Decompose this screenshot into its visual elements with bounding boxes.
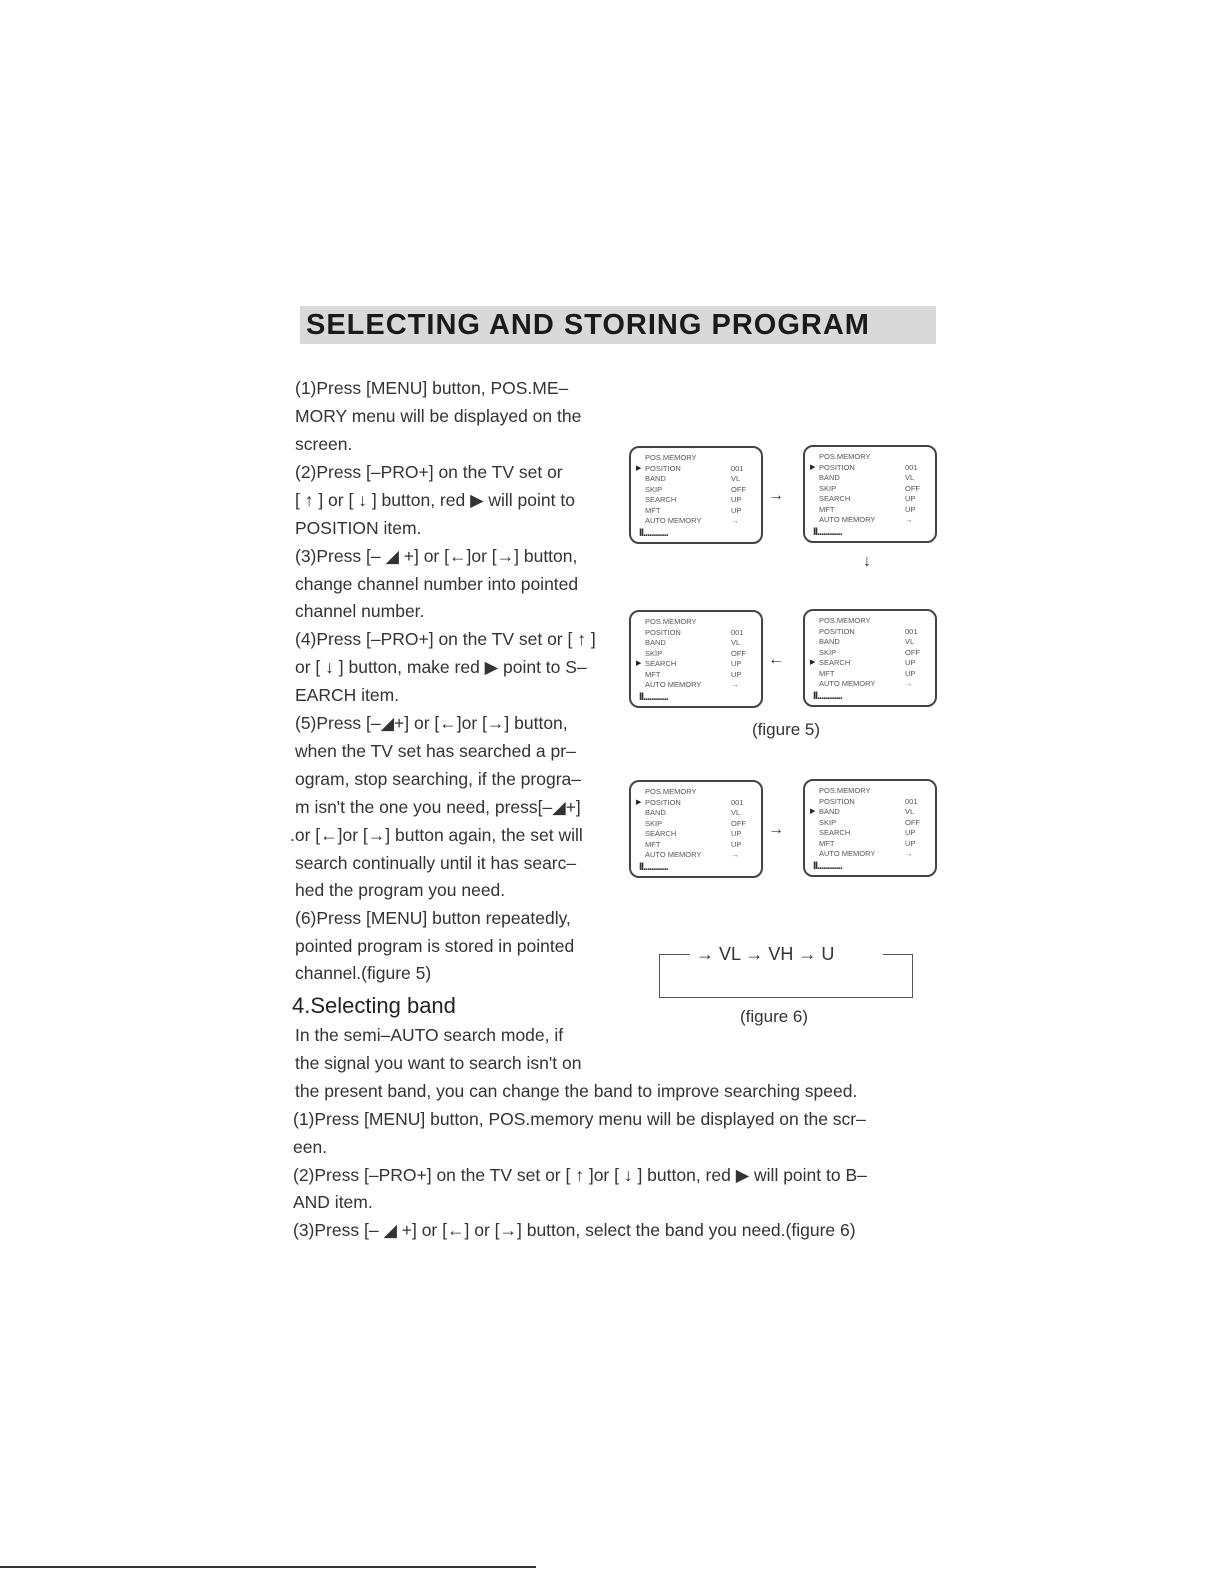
osd-label: SEARCH <box>819 828 851 837</box>
osd-row <box>813 797 929 808</box>
instruction-line: [ ↑ ] or [ ↓ ] button, red ▶ will point to <box>295 490 575 510</box>
osd-value: 001 <box>731 797 744 807</box>
pointer-icon: ▶ <box>636 660 642 667</box>
instruction-line: or [ ↓ ] button, make red ▶ point to S– <box>295 657 587 677</box>
osd-value: VL <box>905 807 915 816</box>
osd-row <box>639 506 755 517</box>
osd-label: SEARCH <box>819 494 851 503</box>
instruction-line: (5)Press [–◢+] or [←]or [→] button, <box>295 713 568 733</box>
instruction-line: when the TV set has searched a pr– <box>295 741 576 761</box>
osd-label: BAND <box>645 808 666 817</box>
osd-row <box>639 840 755 851</box>
osd-row <box>639 670 755 681</box>
osd-label: MFT <box>645 669 661 679</box>
osd-value: UP <box>731 659 742 668</box>
instruction-line: change channel number into pointed <box>295 574 579 594</box>
pointer-icon: ▶ <box>636 798 642 806</box>
osd-label: SEARCH <box>819 658 851 667</box>
instruction-line: m isn't the one you need, press[–◢+] <box>295 797 581 817</box>
osd-label: POSITION <box>645 627 681 637</box>
instruction-line: (4)Press [–PRO+] on the TV set or [ ↑ ] <box>295 629 596 649</box>
osd-menu <box>636 453 755 538</box>
instruction-line: search continually until it has searc– <box>295 853 577 873</box>
osd-label: POSITION <box>819 462 855 472</box>
tv-screen <box>803 445 937 543</box>
instruction-line: een. <box>293 1137 328 1157</box>
osd-menu <box>810 616 929 701</box>
osd-label: BAND <box>819 637 840 646</box>
osd-progress-bar: II............ <box>639 527 668 539</box>
osd-row <box>636 463 755 475</box>
osd-value: OFF <box>905 483 920 493</box>
osd-progress-bar: II............ <box>813 860 842 872</box>
page-title: SELECTING AND STORING PROGRAM <box>300 306 936 344</box>
osd-value: UP <box>905 838 916 848</box>
osd-label: AUTO MEMORY <box>819 849 876 858</box>
figure-caption: (figure 5) <box>752 720 821 739</box>
tv-screen <box>629 780 763 878</box>
arrow-right-icon: → <box>768 487 784 504</box>
instruction-line: (3)Press [– ◢ +] or [←] or [→] button, select the band you need.(figure 6) <box>293 1220 856 1240</box>
band-cycle-line <box>659 954 693 955</box>
osd-menu <box>636 787 755 872</box>
instruction-line: .or [←]or [→] button again, the set will <box>290 825 583 845</box>
osd-label: AUTO MEMORY <box>645 516 702 525</box>
osd-row <box>639 485 755 496</box>
osd-row <box>639 628 755 639</box>
instruction-line: pointed program is stored in pointed <box>295 936 575 956</box>
osd-row <box>813 839 929 850</box>
osd-row <box>813 473 929 484</box>
osd-row <box>810 462 929 474</box>
osd-label: SKIP <box>645 818 663 828</box>
osd-label: MFT <box>645 839 661 849</box>
tv-screen <box>803 609 937 707</box>
instruction-line: (1)Press [MENU] button, POS.memory menu will be displayed on the scr– <box>293 1109 866 1129</box>
osd-value: VL <box>905 473 915 482</box>
osd-label: SKIP <box>819 483 837 493</box>
osd-row <box>639 680 755 691</box>
osd-value: VL <box>731 808 741 817</box>
instruction-line: MORY menu will be displayed on the <box>295 406 582 426</box>
arrow-right-icon: → <box>768 821 784 838</box>
osd-row <box>813 679 929 690</box>
osd-row <box>813 648 929 659</box>
osd-label: SKIP <box>819 817 837 827</box>
figure-caption: (figure 6) <box>740 1007 809 1026</box>
osd-row <box>813 494 929 505</box>
osd-value: → <box>905 679 913 688</box>
osd-label: POSITION <box>645 463 681 473</box>
osd-row <box>639 819 755 830</box>
instruction-line: POSITION item. <box>295 518 422 538</box>
osd-row <box>813 505 929 516</box>
osd-progress-bar: II............ <box>639 691 668 703</box>
osd-label: SEARCH <box>645 495 677 504</box>
osd-value: OFF <box>731 648 746 658</box>
osd-value: 001 <box>731 627 744 637</box>
arrow-down-icon: ↓ <box>863 553 871 570</box>
osd-label: AUTO MEMORY <box>819 679 876 688</box>
osd-row <box>813 637 929 648</box>
instruction-line: the present band, you can change the band to improve searching speed. <box>295 1081 858 1101</box>
footer-rule <box>0 1566 536 1568</box>
osd-value: UP <box>731 839 742 849</box>
osd-label: MFT <box>819 668 835 678</box>
instruction-line: AND item. <box>293 1192 373 1212</box>
osd-progress-bar: II............ <box>813 526 842 538</box>
osd-label: POSITION <box>645 797 681 807</box>
osd-header: POS.MEMORY <box>645 787 697 796</box>
osd-label: MFT <box>645 505 661 515</box>
osd-menu <box>810 786 929 871</box>
osd-progress-bar: II............ <box>813 690 842 702</box>
osd-value: 001 <box>731 463 744 473</box>
osd-row <box>810 807 929 818</box>
osd-value: OFF <box>731 818 746 828</box>
osd-value: UP <box>731 829 742 838</box>
osd-label: MFT <box>819 838 835 848</box>
section-heading: 4.Selecting band <box>292 993 456 1018</box>
instruction-line: (6)Press [MENU] button repeatedly, <box>295 908 571 928</box>
osd-value: UP <box>905 668 916 678</box>
osd-row <box>639 808 755 819</box>
osd-value: VL <box>731 474 741 483</box>
osd-value: → <box>905 849 913 858</box>
osd-progress-bar: II............ <box>639 861 668 873</box>
osd-value: UP <box>905 504 916 514</box>
tv-screen <box>629 610 763 708</box>
instruction-line: hed the program you need. <box>295 880 506 900</box>
osd-value: OFF <box>905 817 920 827</box>
osd-label: SEARCH <box>645 659 677 668</box>
osd-value: VL <box>905 637 915 646</box>
osd-row <box>813 484 929 495</box>
arrow-left-icon: ← <box>768 651 784 668</box>
osd-label: POSITION <box>819 796 855 806</box>
osd-value: UP <box>905 658 916 667</box>
osd-value: OFF <box>905 647 920 657</box>
band-sequence: → VL → VH → U <box>690 944 840 965</box>
pointer-icon: ▶ <box>810 808 816 815</box>
osd-label: SKIP <box>645 484 663 494</box>
osd-label: BAND <box>819 473 840 482</box>
instruction-line: In the semi–AUTO search mode, if <box>295 1025 564 1045</box>
osd-row <box>813 818 929 829</box>
osd-value: OFF <box>731 484 746 494</box>
osd-label: BAND <box>645 638 666 647</box>
osd-label: MFT <box>819 504 835 514</box>
osd-menu <box>810 452 929 537</box>
osd-row <box>639 638 755 649</box>
osd-row <box>636 797 755 809</box>
osd-value: 001 <box>905 626 918 636</box>
instruction-line: the signal you want to search isn't on <box>295 1053 582 1073</box>
band-cycle-line <box>883 954 913 955</box>
osd-value: UP <box>731 669 742 679</box>
instruction-line: ogram, stop searching, if the progra– <box>295 769 581 789</box>
osd-row <box>813 515 929 526</box>
osd-value: VL <box>731 638 741 647</box>
osd-row <box>639 474 755 485</box>
osd-label: AUTO MEMORY <box>645 850 702 859</box>
osd-menu <box>636 617 755 702</box>
tv-screen <box>803 779 937 877</box>
osd-row <box>813 849 929 860</box>
osd-label: BAND <box>819 807 840 816</box>
osd-label: SKIP <box>645 648 663 658</box>
osd-value: UP <box>905 828 916 837</box>
osd-row <box>639 649 755 660</box>
osd-row <box>810 658 929 669</box>
osd-row <box>639 829 755 840</box>
osd-row <box>813 828 929 839</box>
osd-row <box>813 669 929 680</box>
osd-header: POS.MEMORY <box>819 616 871 625</box>
osd-value: → <box>905 515 913 524</box>
osd-header: POS.MEMORY <box>645 453 697 462</box>
osd-label: BAND <box>645 474 666 483</box>
pointer-icon: ▶ <box>636 464 642 472</box>
osd-value: 001 <box>905 462 918 472</box>
instruction-line: EARCH item. <box>295 685 400 705</box>
osd-label: SKIP <box>819 647 837 657</box>
osd-header: POS.MEMORY <box>819 786 871 795</box>
osd-row <box>639 495 755 506</box>
tv-screen <box>629 446 763 544</box>
instruction-line: (1)Press [MENU] button, POS.ME– <box>295 378 569 398</box>
osd-label: SEARCH <box>645 829 677 838</box>
pointer-icon: ▶ <box>810 659 816 666</box>
instruction-line: (2)Press [–PRO+] on the TV set or [ ↑ ]or [ ↓ ] button, red ▶ will point to B– <box>293 1165 867 1185</box>
osd-label: AUTO MEMORY <box>645 680 702 689</box>
osd-label: AUTO MEMORY <box>819 515 876 524</box>
instruction-line: screen. <box>295 434 353 454</box>
osd-value: 001 <box>905 796 918 806</box>
osd-header: POS.MEMORY <box>819 452 871 461</box>
osd-row <box>636 659 755 670</box>
osd-row <box>639 850 755 861</box>
instruction-line: channel.(figure 5) <box>295 963 432 983</box>
osd-value: → <box>731 516 739 525</box>
osd-value: UP <box>731 495 742 504</box>
osd-value: → <box>731 680 739 689</box>
osd-label: POSITION <box>819 626 855 636</box>
osd-value: UP <box>731 505 742 515</box>
osd-row <box>639 516 755 527</box>
instruction-line: (2)Press [–PRO+] on the TV set or <box>295 462 563 482</box>
osd-value: UP <box>905 494 916 503</box>
osd-row <box>813 627 929 638</box>
instruction-line: (3)Press [– ◢ +] or [←]or [→] button, <box>295 546 578 566</box>
pointer-icon: ▶ <box>810 463 816 471</box>
osd-value: → <box>731 850 739 859</box>
osd-header: POS.MEMORY <box>645 617 697 626</box>
instruction-line: channel number. <box>295 601 425 621</box>
